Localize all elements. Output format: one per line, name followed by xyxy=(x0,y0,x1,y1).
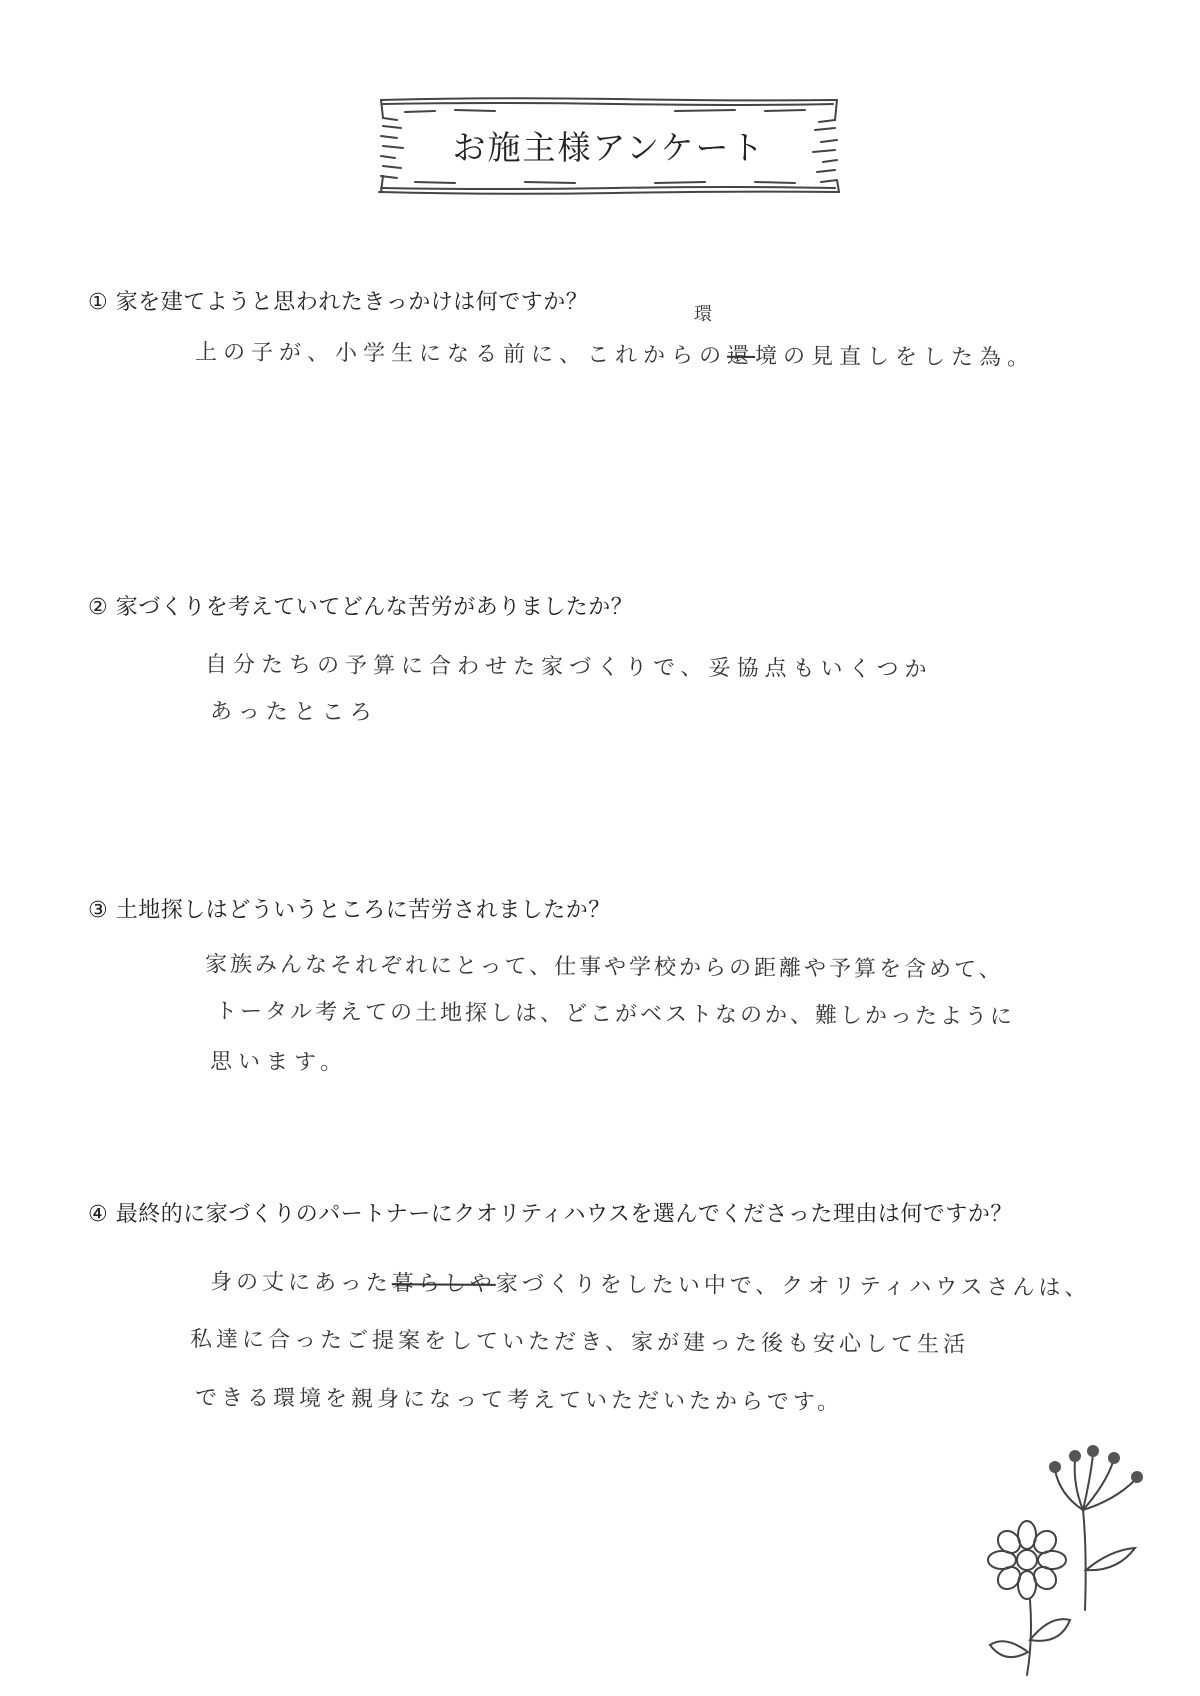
struck-text: 暮らしや xyxy=(391,1271,496,1297)
answer-line: 上の子が、小学生になる前に、これからの xyxy=(194,340,728,369)
answer-line: トータル考えての土地探しは、どこがベストなのか、難しかったように xyxy=(214,999,1016,1030)
flower-doodle-icon xyxy=(975,1440,1155,1684)
question-2 xyxy=(88,590,633,621)
struck-text: 還 xyxy=(726,343,756,369)
question-4 xyxy=(88,1197,1013,1228)
question-3 xyxy=(88,893,611,924)
answer-line: できる環境を親身になって考えていただいたからです。 xyxy=(194,1385,844,1416)
answer-line: 家族みんなそれぞれにとって、仕事や学校からの距離や予算を含めて、 xyxy=(204,952,1004,983)
answer-line: 私達に合ったご提案をしていただき、家が建った後も安心して生活 xyxy=(189,1327,970,1358)
question-1 xyxy=(88,285,588,316)
question-text: 土地探しはどういうところに苦労されましたか？ xyxy=(115,898,611,923)
answer-4 xyxy=(210,1265,1091,1302)
title-banner xyxy=(375,96,843,198)
answer-line: あったところ xyxy=(209,699,378,726)
question-text: 家を建てようと思われたきっかけは何ですか？ xyxy=(115,290,589,315)
answer-line: 身の丈にあった xyxy=(209,1269,392,1297)
answer-line: 思います。 xyxy=(209,1049,349,1076)
question-number: ② xyxy=(88,595,109,620)
question-number: ④ xyxy=(88,1202,109,1227)
answer-line: 自分たちの予算に合わせた家づくりで、妥協点もいくつか xyxy=(204,652,933,683)
answer-line: 家づくりをしたい中で、クオリティハウスさんは、 xyxy=(495,1271,1091,1302)
answer-1 xyxy=(195,335,1035,372)
question-text: 家づくりを考えていてどんな苦労がありましたか？ xyxy=(115,595,634,620)
page-title: お施主様アンケート xyxy=(452,128,766,167)
question-number: ③ xyxy=(88,898,109,923)
question-text: 最終的に家づくりのパートナーにクオリティハウスを選んでくださった理由は何ですか？ xyxy=(115,1202,1013,1227)
question-number: ① xyxy=(88,290,109,315)
answer-line: 境の見直しをした為。 xyxy=(754,343,1036,371)
answer-correction: 環 xyxy=(694,304,712,325)
